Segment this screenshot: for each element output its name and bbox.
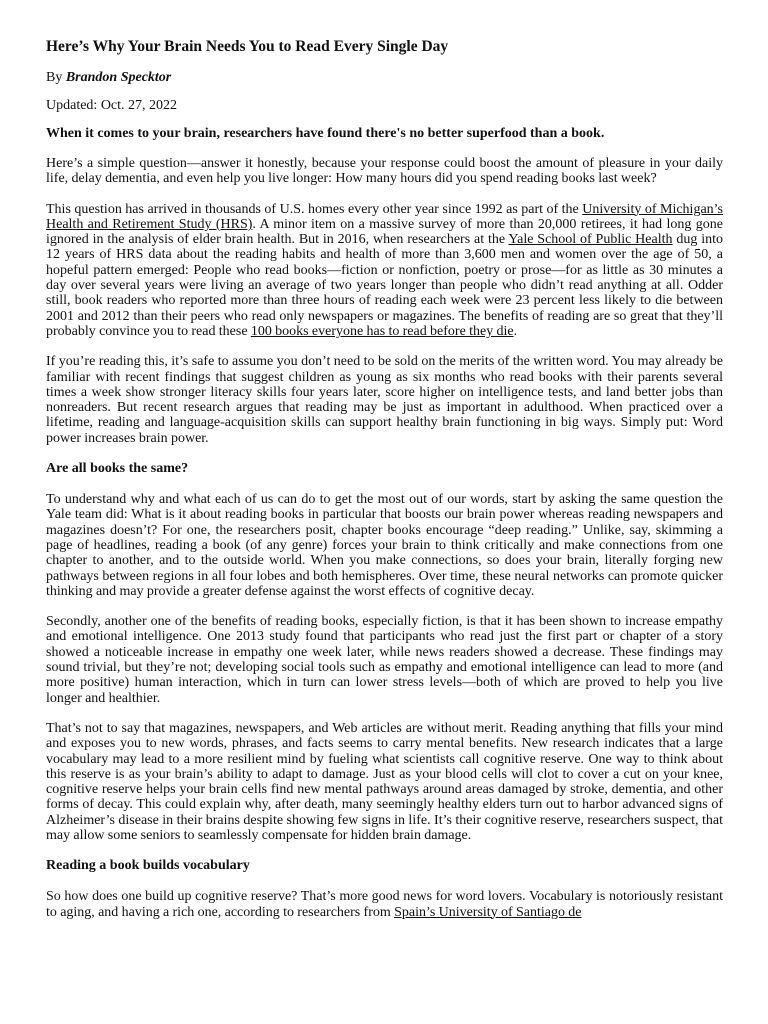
article-lede: When it comes to your brain, researchers have found there's no better superfood than a book. bbox=[46, 126, 605, 141]
paragraph-4: To understand why and what each of us can do to get the most out of our words, start by asking the same question the Yale team did: What is it about reading books in particular that boosts our brain power whereas reading newspapers and magazines doesn’t? For one, the researchers posit, chapter books encourage “deep reading.” Unlike, say, skimming a page of headlines, reading a book (of any genre) forces your brain to think critically and make connections from one chapter to another, and to the outside world. When you make connections, so does your brain, literally forging new pathways between regions in all four lobes and both hemispheres. Over time, these neural networks can promote quicker thinking and may provide a greater defense against the worst effects of cognitive decay. bbox=[46, 492, 723, 599]
paragraph-7 bbox=[46, 889, 723, 920]
paragraph-2-text-d: . bbox=[513, 323, 518, 339]
heading-books-same: Are all books the same? bbox=[46, 461, 189, 477]
paragraph-2-text-c: dug into 12 years of HRS data about the reading habits and health of more than 3,600 men and women over the age of 50, a hopeful pattern emerged: People who read books—fiction or nonfiction, poetry or prose—for as little as 30 minutes a day over several years were living an average of two years longer than people who didn’t read anything at all. Odder still, book readers who reported more than three hours of reading each week were 23 percent less likely to die between 2001 and 2012 than their peers who read only newspapers or magazines. The benefits of reading are so great that they’ll probably convince you to read these bbox=[46, 232, 724, 339]
paragraph-6: That’s not to say that magazines, newspapers, and Web articles are without merit. Reading anything that fills your mind and exposes you to new words, phrases, and facts seems to carry mental benefits. New research indicates that a large vocabulary may lead to a more resilient mind by fueling what scientists call cognitive reserve. One way to think about this reserve is as your brain’s ability to adapt to damage. Just as your blood cells will clot to cover a cut on your knee, cognitive reserve helps your brain cells find new mental pathways around areas damaged by stroke, dementia, and other forms of decay. This could explain why, after death, many seemingly healthy elders turn out to harbor advanced signs of Alzheimer’s disease in their brains despite showing few signs in life. It’s their cognitive reserve, researchers suspect, that may allow some seniors to seamlessly compensate for hidden brain damage. bbox=[46, 720, 723, 843]
paragraph-2-text-b: . A minor item on a massive survey of more than 20,000 retirees, it had long gone ignored in the analysis of elder brain health. But in 2016, when researchers at the bbox=[46, 216, 723, 248]
paragraph-2 bbox=[46, 202, 723, 340]
yale-school-link[interactable]: Yale School of Public Health bbox=[508, 232, 673, 248]
heading-vocabulary: Reading a book builds vocabulary bbox=[46, 858, 250, 874]
paragraph-7-text-a: So how does one build up cognitive reserve? That’s more good news for word lovers. Vocabulary is notoriously resistant to aging, and having a rich one, according to researchers from bbox=[46, 889, 723, 920]
paragraph-5: Secondly, another one of the benefits of reading books, especially fiction, is that it has been shown to increase empathy and emotional intelligence. One 2013 study found that participants who read just the first part or chapter of a story showed a noticeable increase in empathy one week later, while news readers showed a decrease. These findings may sound trivial, but they’re not; developing social tools such as empathy and emotional intelligence can lead to more (and more positive) human interaction, which in turn can lower stress levels—both of which are proved to help you live longer and healthier. bbox=[46, 614, 723, 706]
santiago-university-link[interactable]: Spain’s University of Santiago de bbox=[394, 904, 582, 920]
updated-date: Updated: Oct. 27, 2022 bbox=[46, 98, 178, 113]
paragraph-1: Here’s a simple question—answer it honestly, because your response could boost the amount of pleasure in your daily life, delay dementia, and even help you live longer: How many hours did you spend reading books last week? bbox=[46, 156, 723, 187]
paragraph-2-text-a: This question has arrived in thousands of U.S. homes every other year since 1992 as part of the bbox=[46, 201, 583, 217]
byline bbox=[46, 70, 723, 86]
100-books-link[interactable]: 100 books everyone has to read before they die bbox=[250, 323, 514, 339]
hrs-study-link[interactable]: University of Michigan’s Health and Retirement Study (HRS) bbox=[46, 201, 723, 232]
paragraph-3: If you’re reading this, it’s safe to assume you don’t need to be sold on the merits of the written word. You may already be familiar with recent findings that suggest children as young as six months who read books with their parents several times a week show stronger literacy skills four years later, score higher on intelligence tests, and land better jobs than nonreaders. But recent research argues that reading may be just as important in adulthood. When practiced over a lifetime, reading and language-acquisition skills can support healthy brain functioning in big ways. Simply put: Word power increases brain power. bbox=[46, 354, 723, 446]
byline-prefix: By bbox=[46, 70, 66, 85]
author-name: Brandon Specktor bbox=[65, 70, 172, 85]
article-title: Here’s Why Your Brain Needs You to Read Every Single Day bbox=[46, 38, 449, 55]
